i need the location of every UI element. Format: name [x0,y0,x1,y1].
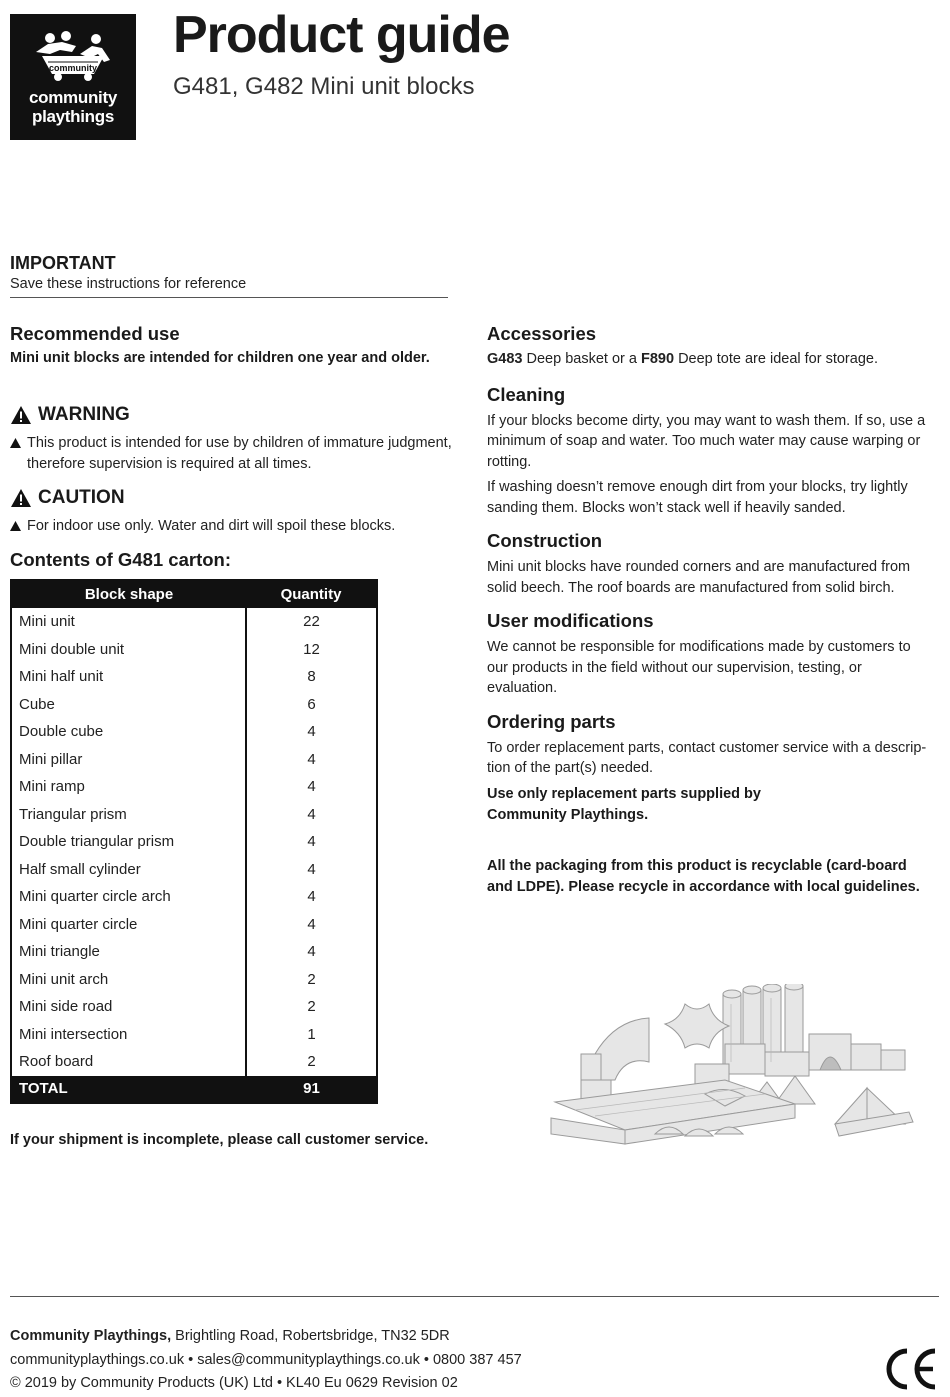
quantity-cell: 4 [307,750,316,768]
product-photo-blocks [545,984,917,1156]
table-row [11,828,377,856]
logo-line-2: playthings [31,107,114,126]
logo-small-text: community [48,63,97,73]
block-shape-cell: Mini unit arch [11,966,246,994]
table-row [11,883,377,911]
cleaning-paragraph-1: If your blocks become dirty, you may want to wash them. If so, use a minimum of soap and water. Too much water may cause warping or rotting. [487,412,926,470]
footer-company-name: Community Playthings, [10,1328,172,1344]
block-shape-cell: Mini triangle [11,938,246,966]
contents-table [10,579,378,1104]
block-shape-cell: Mini side road [11,993,246,1021]
accessories-text-2: Deep tote are ideal for storage. [674,351,878,367]
quantity-cell: 4 [307,860,316,878]
recommended-use-section [10,322,455,369]
column-header-quantity: Quantity [246,580,377,608]
block-shape-cell: Mini pillar [11,746,246,774]
table-row [11,608,377,636]
recommended-use-heading: Recommended use [10,323,180,344]
children-playing-logo-icon [32,30,114,82]
table-row [11,663,377,691]
bullet-triangle-icon [10,521,21,531]
quantity-cell: 1 [307,1025,316,1043]
warning-text: This product is intended for use by children of immature judgment, therefore supervision is required at all times. [27,435,452,472]
table-total-row [11,1076,377,1103]
right-column [487,322,935,898]
footer-address-text: Brightling Road, Robertsbridge, TN32 5DR [171,1328,450,1344]
footer-address [10,1326,450,1346]
quantity-cell: 2 [307,1053,316,1071]
caution-section [10,486,460,537]
accessory-code-g483: G483 [487,351,523,367]
block-shape-cell: Double triangular prism [11,828,246,856]
table-row [11,1021,377,1049]
footer-copyright: © 2019 by Community Products (UK) Ltd • KL40 Eu 0629 Revision 02 [10,1375,458,1391]
total-value: 91 [246,1076,377,1103]
table-row [11,718,377,746]
table-row [11,966,377,994]
quantity-cell: 4 [307,805,316,823]
user-modifications-text: We cannot be responsible for modifications made by customers to our products in the field without our supervision, testing, or evaluation. [487,639,911,696]
quantity-cell: 2 [307,970,316,988]
page-subtitle: G481, G482 Mini unit blocks [173,73,475,100]
cleaning-heading: Cleaning [487,383,566,405]
block-shape-cell: Mini double unit [11,636,246,664]
quantity-cell: 4 [307,943,316,961]
logo-wordmark [10,88,136,126]
replacement-parts-notice [487,784,935,826]
caution-text: For indoor use only. Water and dirt will spoil these blocks. [27,518,396,534]
caution-triangle-icon [10,488,32,508]
quantity-cell: 2 [307,998,316,1016]
recycle-notice: All the packaging from this product is recyclable (card-board and LDPE). Please recycle in accordance with local guidelines. [487,857,920,895]
warning-section [10,403,460,474]
accessories-text [487,349,935,370]
table-row [11,691,377,719]
cleaning-paragraph-2: If washing doesn’t remove enough dirt from your blocks, try lightly sanding them. Blocks won’t stack well if heavily sanded. [487,479,908,516]
warning-triangle-icon [10,405,32,425]
table-row [11,993,377,1021]
recommended-use-text: Mini unit blocks are intended for children one year and older. [10,350,430,366]
logo-line-1: community [29,88,117,107]
table-row [11,856,377,884]
quantity-cell: 12 [303,640,320,658]
quantity-cell: 4 [307,833,316,851]
contents-heading: Contents of G481 carton: [10,549,231,570]
block-shape-cell: Mini quarter circle arch [11,883,246,911]
divider [10,297,448,298]
table-row [11,938,377,966]
table-row [11,773,377,801]
block-shape-cell: Mini quarter circle [11,911,246,939]
page-title: Product guide [173,6,510,64]
quantity-cell: 4 [307,723,316,741]
user-modifications-heading: User modifications [487,610,654,631]
table-row [11,636,377,664]
important-subtext: Save these instructions for reference [10,276,247,292]
block-shape-cell: Mini ramp [11,773,246,801]
accessories-heading: Accessories [487,323,597,344]
construction-text: Mini unit blocks have rounded corners and are manufactured from solid beech. The roof boards are manufactured from solid birch. [487,559,911,596]
block-shape-cell: Double cube [11,718,246,746]
table-header-row [11,580,377,608]
table-row [11,1048,377,1076]
block-shape-cell: Triangular prism [11,801,246,829]
block-shape-cell: Cube [11,691,246,719]
bullet-triangle-icon [10,438,21,448]
important-heading: IMPORTANT [10,253,116,273]
quantity-cell: 4 [307,915,316,933]
quantity-cell: 4 [307,778,316,796]
total-label: TOTAL [11,1076,246,1103]
construction-heading: Construction [487,530,603,551]
footer-contact: communityplaythings.co.uk • sales@communityplaythings.co.uk • 0800 387 457 [10,1352,522,1368]
warning-heading: WARNING [38,404,130,425]
accessory-code-f890: F890 [640,351,675,367]
block-shape-cell: Half small cylinder [11,856,246,884]
replacement-parts-line-2: Community Playthings. [487,806,649,823]
block-shape-cell: Mini half unit [11,663,246,691]
accessories-text-1: Deep basket or a [522,351,641,367]
footer-divider [10,1296,939,1297]
quantity-cell: 6 [307,695,316,713]
ce-mark-icon [883,1347,939,1391]
caution-heading: CAUTION [38,487,125,508]
incomplete-shipment-notice: If your shipment is incomplete, please call customer service. [10,1132,429,1148]
ordering-parts-heading: Ordering parts [487,710,616,732]
company-logo [10,14,136,140]
quantity-cell: 4 [307,888,316,906]
quantity-cell: 8 [307,668,316,686]
table-row [11,746,377,774]
table-row [11,911,377,939]
quantity-cell: 22 [303,613,320,631]
block-shape-cell: Mini unit [11,608,246,636]
block-shape-cell: Mini intersection [11,1021,246,1049]
ordering-parts-text: To order replacement parts, contact customer service with a descrip-tion of the part(s) needed. [487,739,927,776]
block-shape-cell: Roof board [11,1048,246,1076]
replacement-parts-line-1: Use only replacement parts supplied by [487,785,761,802]
table-row [11,801,377,829]
column-header-block-shape: Block shape [11,580,246,608]
